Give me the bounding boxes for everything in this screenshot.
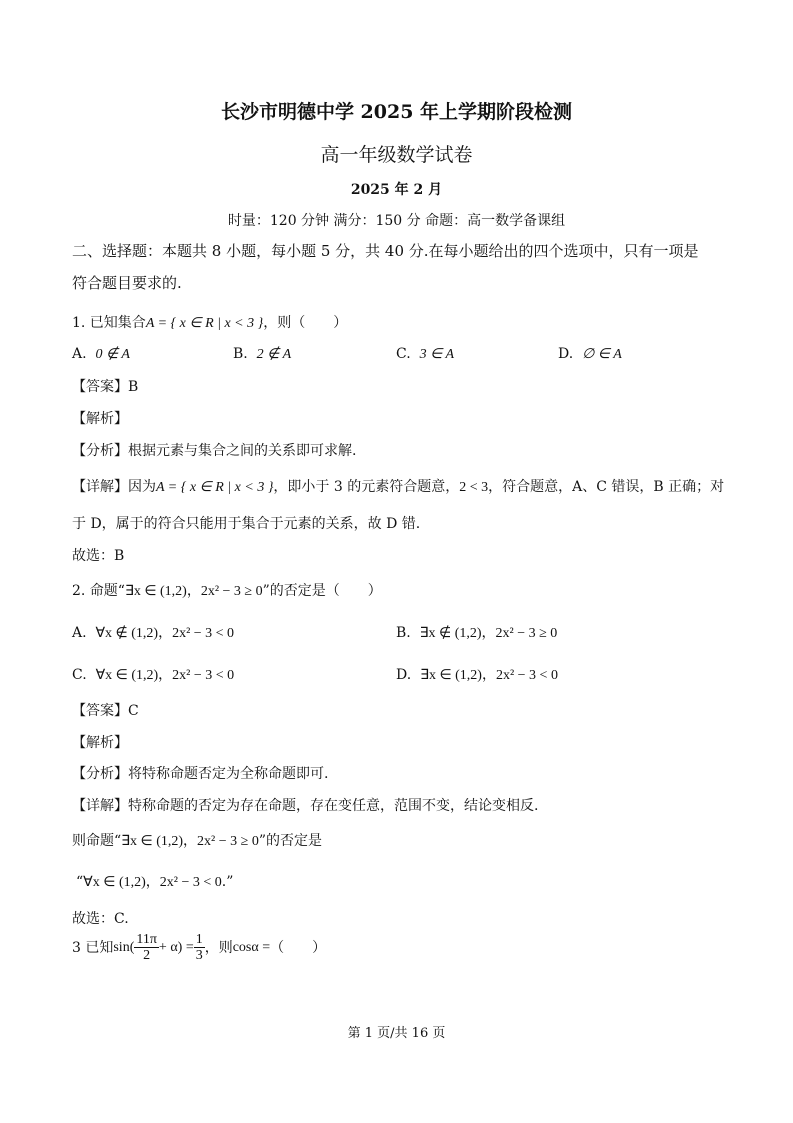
then-text: ”的否定是 [258, 833, 322, 849]
q3-prefix: 3 已知 [72, 939, 114, 956]
q1-analysis-tag: 【解析】 [72, 411, 128, 427]
quote-close: .” [221, 874, 234, 890]
q3-fraction [134, 932, 159, 964]
option-expr: 3 ∈ A [419, 347, 455, 362]
option-label: A. [72, 625, 87, 641]
q3-mid: ，则 [204, 939, 233, 956]
answer-value: B [128, 379, 139, 395]
q1-conclusion: 故选：B [72, 548, 125, 564]
fraction-numerator: 11π [136, 932, 157, 947]
option-label: C. [72, 667, 87, 683]
option-expr: ∃x ∈ (1,2)，2x² − 3 < 0 [420, 668, 558, 683]
q3-rhs-fraction [194, 932, 205, 964]
q2-option-c [72, 664, 234, 684]
q1-option-c [396, 346, 454, 363]
fenxi-tag: 【分析】 [72, 766, 128, 782]
q1-answer [72, 376, 138, 396]
q2-negation-line [76, 871, 233, 891]
option-label: B. [396, 625, 411, 641]
fenxi-tag: 【分析】 [72, 443, 128, 459]
option-expr: ∅ ∈ A [582, 347, 622, 362]
q2-option-b [396, 622, 557, 642]
option-expr: ∀x ∈ (1,2)，2x² − 3 < 0 [95, 668, 235, 683]
q3-suffix: （ ） [270, 939, 327, 956]
option-expr: ∃x ∉ (1,2)，2x² − 3 ≥ 0 [419, 626, 558, 641]
detail-tag: 【详解】 [72, 479, 128, 495]
q1-option-d [558, 346, 622, 363]
q1-detail-line1 [72, 476, 724, 496]
q2-proposition: ∃x ∈ (1,2)，2x² − 3 ≥ 0 [124, 584, 263, 599]
question-3 [72, 932, 326, 964]
q3-cos: cosα = [232, 939, 271, 955]
q2-prefix: 2. 命题“ [72, 583, 125, 599]
detail-text: 因为 [128, 479, 156, 495]
exam-date: 2025 年 2 月 [350, 182, 443, 198]
detail-text: ，符合题意，A、C 错误，B 正确；对 [488, 479, 725, 495]
option-label: A. [72, 346, 87, 362]
q2-then-line [72, 830, 322, 850]
detail-set-expr: A = { x ∈ R | x < 3 } [156, 480, 274, 495]
answer-value: C [128, 703, 139, 719]
exam-title: 长沙市明德中学 2025 年上学期阶段检测 [220, 101, 573, 123]
option-expr: 0 ∉ A [95, 347, 130, 362]
quote-open: “ [76, 874, 84, 890]
option-expr: ∀x ∉ (1,2)，2x² − 3 < 0 [95, 626, 235, 641]
q2-fenxi [72, 763, 328, 783]
q1-suffix: ，则（ ） [263, 315, 348, 331]
fraction-numerator: 1 [195, 932, 203, 947]
detail-text: 特称命题的否定为存在命题，存在变任意，范围不变，结论变相反. [128, 798, 539, 814]
then-text: 则命题“ [72, 833, 122, 849]
answer-tag: 【答案】 [72, 379, 128, 395]
q2-answer [72, 700, 139, 720]
q2-option-d [396, 664, 558, 684]
q1-prefix: 1. 已知集合 [72, 315, 146, 331]
option-label: B. [233, 346, 248, 362]
answer-tag: 【答案】 [72, 703, 128, 719]
fraction-denominator: 3 [195, 948, 203, 964]
q1-fenxi [72, 440, 356, 460]
q3-sin: sin( [113, 939, 135, 955]
option-label: D. [558, 346, 574, 362]
detail-text: ，即小于 3 的元素符合题意， [273, 479, 460, 495]
question-1 [72, 312, 347, 332]
detail-inequality: 2 < 3 [459, 480, 489, 495]
q1-option-b [233, 346, 291, 363]
q2-conclusion: 故选：C. [72, 911, 129, 927]
q1-set-expr: A = { x ∈ R | x < 3 } [145, 316, 264, 331]
q2-option-a [72, 622, 234, 642]
fenxi-text: 根据元素与集合之间的关系即可求解. [128, 443, 357, 459]
q2-detail [72, 795, 538, 815]
fenxi-text: 将特称命题否定为全称命题即可. [128, 766, 329, 782]
question-2 [72, 580, 382, 600]
detail-tag: 【详解】 [72, 798, 128, 814]
fraction-denominator: 2 [143, 948, 151, 964]
exam-meta: 时量：120 分钟 满分：150 分 命题：高一数学备课组 [227, 213, 566, 229]
q1-detail-line2: 于 D，属于的符合只能用于集合于元素的关系，故 D 错. [72, 516, 421, 532]
q2-suffix: ”的否定是（ ） [262, 583, 382, 599]
negated-proposition: ∀x ∈ (1,2)，2x² − 3 < 0 [83, 875, 222, 890]
then-proposition: ∃x ∈ (1,2)，2x² − 3 ≥ 0 [121, 834, 259, 849]
option-label: C. [396, 346, 411, 362]
option-label: D. [396, 667, 412, 683]
option-expr: 2 ∉ A [256, 347, 292, 362]
page-footer: 第 1 页/共 16 页 [347, 1026, 446, 1041]
exam-subtitle: 高一年级数学试卷 [320, 144, 473, 166]
section-heading-line1: 二、选择题：本题共 8 小题，每小题 5 分，共 40 分.在每小题给出的四个选项中，只有一项是 [72, 242, 699, 260]
q3-plus-alpha: + α) = [158, 939, 194, 955]
q2-analysis-tag: 【解析】 [72, 735, 128, 751]
q1-option-a [72, 346, 130, 363]
section-heading-line2: 符合题目要求的. [72, 274, 182, 292]
